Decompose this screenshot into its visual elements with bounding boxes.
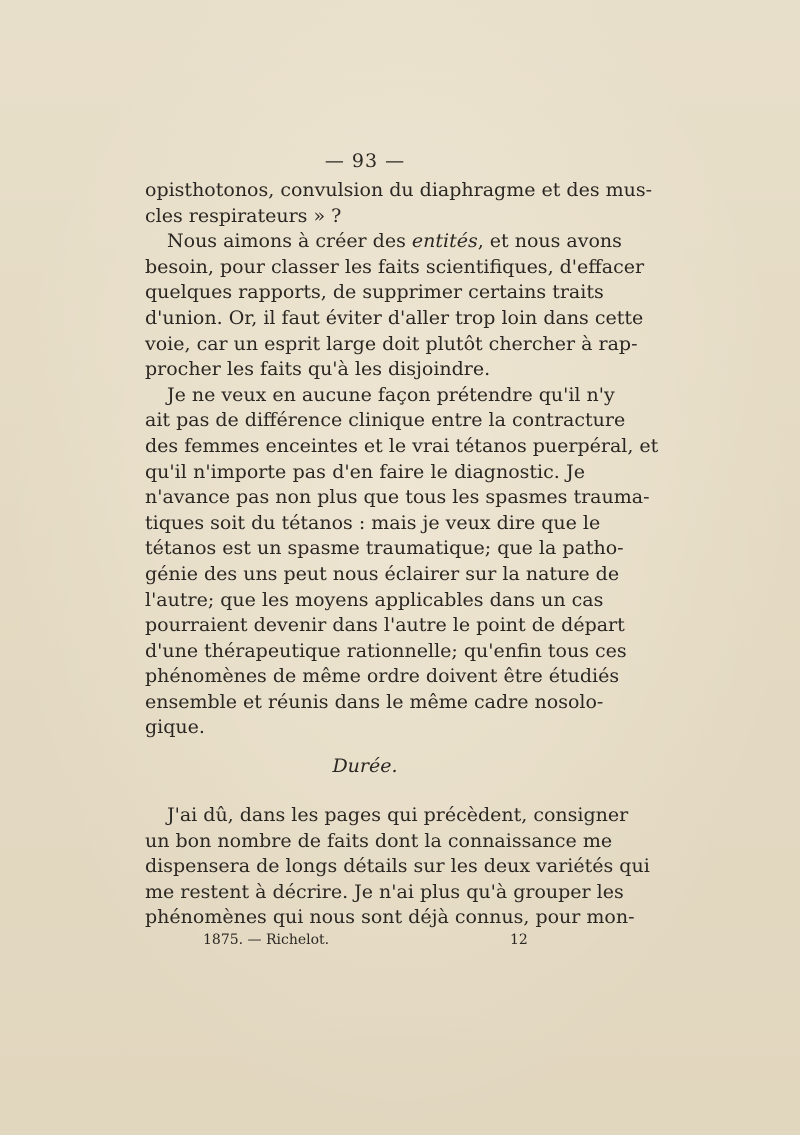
text-line: gique. xyxy=(145,716,205,739)
text-line: d'une thérapeutique rationnelle; qu'enfin tous ces xyxy=(145,639,627,662)
main-text-block xyxy=(145,178,659,741)
text-line: qu'il n'importe pas d'en faire le diagnostic. Je xyxy=(145,460,585,483)
text-line: Je ne veux en aucune façon prétendre qu'il n'y xyxy=(167,383,615,406)
text-line: d'union. Or, il faut éviter d'aller trop loin dans cette xyxy=(145,306,644,329)
text-line: n'avance pas non plus que tous les spasmes trauma- xyxy=(145,486,650,509)
text-line: phénomènes de même ordre doivent être étudiés xyxy=(145,665,620,688)
text-line: l'autre; que les moyens applicables dans un cas xyxy=(145,588,604,611)
signature-footer: 1875. — Richelot. xyxy=(203,932,330,948)
text-line: pourraient devenir dans l'autre le point de départ xyxy=(145,614,625,637)
text-line: me restent à décrire. Je n'ai plus qu'à grouper les xyxy=(145,880,624,903)
text-line: Nous aimons à créer des entités, et nous avons xyxy=(167,230,622,253)
text-line: ensemble et réunis dans le même cadre nosolo- xyxy=(145,690,604,713)
text-line: J'ai dû, dans les pages qui précèdent, consigner xyxy=(167,804,629,826)
text-line: un bon nombre de faits dont la connaissance me xyxy=(145,829,613,852)
text-line: voie, car un esprit large doit plutôt chercher à rap- xyxy=(145,332,638,355)
text-line: ait pas de différence clinique entre la contracture xyxy=(145,409,626,432)
section-heading: Durée. xyxy=(332,755,398,777)
text-line: tétanos est un spasme traumatique; que la patho- xyxy=(145,537,624,560)
text-line: besoin, pour classer les faits scientifiques, d'effacer xyxy=(145,255,645,278)
section-text-block xyxy=(145,803,650,931)
text-line: dispensera de longs détails sur les deux variétés qui xyxy=(145,855,650,878)
signature-number: 12 xyxy=(510,932,528,948)
text-line: phénomènes qui nous sont déjà connus, pour mon- xyxy=(145,906,635,929)
text-line: génie des uns peut nous éclairer sur la nature de xyxy=(145,562,620,585)
page-number-header: — 93 — xyxy=(324,150,406,172)
text-line: opisthotonos, convulsion du diaphragme et des mus- xyxy=(145,179,653,201)
text-line: procher les faits qu'à les disjoindre. xyxy=(145,358,491,381)
text-line: tiques soit du tétanos : mais je veux dire que le xyxy=(145,511,601,534)
text-line: quelques rapports, de supprimer certains traits xyxy=(145,281,604,304)
text-line: des femmes enceintes et le vrai tétanos puerpéral, et xyxy=(145,434,659,457)
text-line: cles respirateurs » ? xyxy=(145,204,342,227)
